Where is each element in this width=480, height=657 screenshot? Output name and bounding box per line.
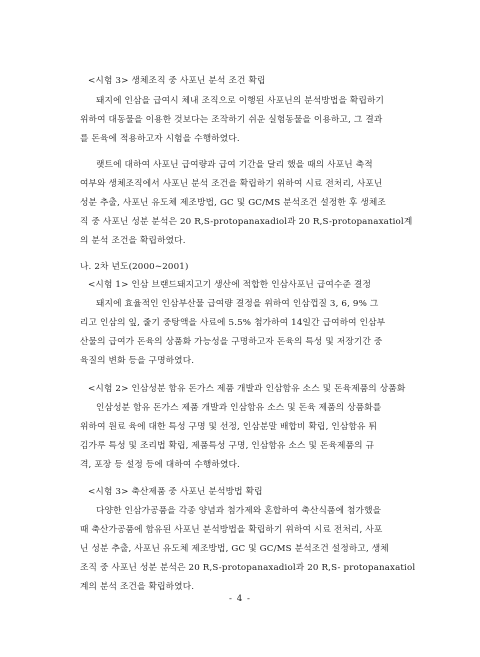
section-heading: <시험 3> 생체조직 중 사포닌 분석 조건 확립 (88, 76, 266, 86)
paragraph-line: 김가루 특성 및 조리법 확립, 제품특성 구명, 인삼함유 소스 및 돈육제품의 규 (80, 441, 375, 451)
paragraph-line: 인삼성분 함유 돈가스 제품 개발과 인삼함유 소스 및 돈육 제품의 상품화를 (96, 403, 382, 413)
paragraph-line: 격, 포장 등 설정 등에 대하여 수행하였다. (80, 460, 240, 470)
paragraph-line: 의 분석 조건을 확립하였다. (80, 236, 186, 246)
paragraph-line: 직 중 사포닌 성분 분석은 20 R,S-protopanaxadiol과 20 R,S-protopanaxatiol계 (80, 217, 413, 227)
paragraph-line: 위하여 원료 육에 대한 특성 구명 및 선정, 인삼분말 배합비 확립, 인삼함유 튀 (80, 422, 378, 432)
section-heading: 나. 2차 년도(2000∼2001) (80, 262, 189, 272)
paragraph-line: 돼지에 효율적인 인삼부산물 급여량 결정을 위하여 인삼껍질 3, 6, 9% 그 (96, 299, 379, 309)
paragraph-line: 랫트에 대하여 사포닌 급여량과 급여 기간을 달리 했을 때의 사포닌 축적 (96, 160, 373, 170)
paragraph-line: 산물의 급여가 돈육의 상품화 가능성을 구명하고자 돈육의 특성 및 저장기간 중 (80, 337, 383, 347)
paragraph-line: 를 돈육에 적용하고자 시험을 수행하였다. (80, 134, 240, 144)
paragraph-line: 위하여 대동물을 이용한 것보다는 조작하기 쉬운 실험동물을 이용하고, 그 결과 (80, 115, 383, 125)
paragraph-line: 여부와 생체조직에서 사포닌 분석 조건을 확립하기 위하여 시료 전처리, 사포닌 (80, 179, 383, 189)
section-heading: <시험 3> 축산제품 중 사포닌 분석방법 확립 (88, 487, 263, 497)
paragraph-line: 계의 분석 조건을 확립하였다. (80, 582, 195, 592)
paragraph-line: 육질의 변화 등을 구명하였다. (80, 356, 195, 366)
page-number: - 4 - (229, 594, 251, 604)
paragraph-line: 성분 추출, 사포닌 유도체 제조방법, GC 및 GC/MS 분석조건 설정한 후 생체조 (80, 198, 386, 208)
section-heading: <시험 2> 인삼성분 함유 돈가스 제품 개발과 인삼함유 소스 및 돈육제품의 상품화 (88, 384, 406, 394)
paragraph-line: 조직 중 사포닌 성분 분석은 20 R,S-protopanaxadiol과 20 R,S- protopanaxatiol (80, 563, 416, 573)
subsection-heading: <시험 1> 인삼 브랜드돼지고기 생산에 적합한 인삼사포닌 급여수준 결정 (88, 280, 372, 290)
paragraph-line: 리고 인삼의 잎, 줄기 중탕액을 사료에 5.5% 첨가하여 14일간 급여하여 인삼부 (80, 318, 386, 328)
paragraph-line: 닌 성분 추출, 사포닌 유도체 제조방법, GC 및 GC/MS 분석조건 설정하고, 생체 (80, 544, 389, 554)
paragraph-line: 때 축산가공품에 함유된 사포닌 분석방법을 확립하기 위하여 시료 전처리, 사포 (80, 525, 383, 535)
paragraph-line: 돼지에 인삼을 급여시 체내 조직으로 이행된 사포닌의 분석방법을 확립하기 (96, 96, 385, 106)
paragraph-line: 다양한 인삼가공품을 각종 양념과 첨가제와 혼합하여 축산식품에 첨가했을 (96, 506, 382, 516)
